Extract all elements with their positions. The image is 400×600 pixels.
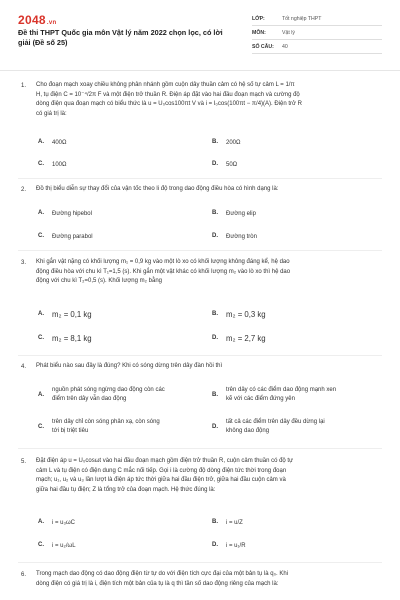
option-text: m₂ = 0,3 kg: [226, 310, 266, 319]
option-text: m₂ = 8,1 kg: [52, 334, 92, 343]
question-text: [36, 81, 381, 119]
question-text: [36, 570, 381, 589]
option-a[interactable]: [38, 386, 165, 403]
option-a[interactable]: [38, 519, 75, 528]
question-number: 4.: [21, 364, 27, 370]
option-d[interactable]: [212, 418, 325, 435]
option-a[interactable]: [38, 139, 67, 148]
meta-row-subject: [252, 26, 382, 40]
meta-value: Vật lý: [282, 29, 295, 36]
option-letter: C.: [38, 423, 44, 430]
option-text: 400Ω: [52, 140, 67, 146]
option-d[interactable]: [212, 542, 246, 551]
option-text: [226, 386, 336, 403]
meta-row-count: [252, 40, 382, 54]
option-d[interactable]: [212, 335, 266, 344]
option-c[interactable]: [38, 418, 160, 435]
question-line: mạch; u₁, u₂ và u₃ lần lượt là điện áp tức thời giữa hai đầu điện trở, giữa hai đầu cuộn cảm và: [36, 477, 286, 484]
option-letter: A.: [38, 391, 44, 398]
option-line: tất cả các điểm trên dây đều dừng lại: [226, 419, 325, 425]
exam-header: [0, 0, 400, 62]
option-c[interactable]: [38, 233, 93, 242]
question-line: động điều hòa với chu kì T₁=1,5 (s). Khi gắn một vật khác có khối lượng m₂ vào lò xo thì hệ dao: [36, 268, 291, 275]
exam-title: Đề thi THPT Quốc gia môn Vật lý năm 2022 chọn lọc, có lời giải (Đề số 25): [18, 28, 223, 47]
option-letter: D.: [212, 161, 218, 167]
option-line: kẽ với các điểm đứng yên: [226, 395, 295, 402]
meta-label: LỚP:: [252, 15, 265, 22]
option-b[interactable]: [212, 311, 266, 320]
option-c[interactable]: [38, 335, 92, 344]
option-text: [226, 418, 325, 435]
option-text: [52, 386, 165, 403]
question-line: Khi gắn vật nặng có khối lượng m₁ = 0,9 kg vào một lò xo có khối lượng không đáng kể, hệ dao: [36, 259, 290, 265]
option-text: Đường elip: [226, 211, 256, 217]
question-divider: [18, 562, 382, 563]
option-b[interactable]: [212, 386, 336, 403]
question-divider: [18, 448, 382, 449]
option-letter: C.: [38, 233, 44, 239]
option-b[interactable]: [212, 139, 241, 148]
option-text: [52, 418, 160, 435]
option-c[interactable]: [38, 542, 76, 551]
question-line: cảm L và tụ điện có điện dung C mắc nối tiếp. Gọi i là cường độ dòng điện tức thời trong đoạn: [36, 467, 287, 474]
option-text: 100Ω: [52, 162, 67, 168]
option-d[interactable]: [212, 233, 257, 242]
question-number: 1.: [21, 83, 27, 89]
question-number: 3.: [21, 260, 27, 266]
question-text: [36, 457, 381, 495]
option-letter: B.: [212, 519, 218, 525]
option-letter: C.: [38, 161, 44, 167]
option-letter: A.: [38, 139, 44, 145]
question-line: Cho đoạn mạch xoay chiều không phân nhánh gồm cuộn dây thuần cảm có hệ số tự cảm L = 1/π: [36, 82, 295, 88]
option-d[interactable]: [212, 161, 237, 170]
option-text: i = u/Z: [226, 520, 243, 526]
option-letter: B.: [212, 311, 218, 317]
meta-row-class: [252, 12, 382, 26]
option-text: m₂ = 0,1 kg: [52, 310, 92, 319]
option-letter: B.: [212, 210, 218, 216]
meta-value: 40: [282, 43, 288, 50]
option-line: trên dây có các điểm dao động mạnh xen: [226, 387, 337, 393]
question-number: 5.: [21, 459, 27, 465]
option-letter: A.: [38, 311, 44, 317]
option-text: Đường hipebol: [52, 211, 92, 217]
option-line: không dao động: [226, 427, 270, 434]
question-divider: [18, 178, 382, 179]
question-divider: [18, 250, 382, 251]
question-text: [36, 185, 381, 195]
question-line: dòng điện qua đoạn mạch có biểu thức là u = U₀cos100πt V và i = I₀cos(100πt − π/4)(A). Điện trở R: [36, 101, 302, 108]
option-text: 200Ω: [226, 140, 241, 146]
logo-suffix: .vn: [46, 20, 57, 26]
option-letter: D.: [212, 423, 218, 430]
question-line: dòng điện có giá trị là i, điện tích một bản của tụ là q thì tần số dao động riêng của mạch là:: [36, 580, 279, 587]
option-b[interactable]: [212, 210, 256, 219]
option-letter: A.: [38, 519, 44, 525]
question-line: có giá trị là:: [36, 110, 67, 117]
option-text: Đường tròn: [226, 234, 257, 240]
option-letter: A.: [38, 210, 44, 216]
question-line: Phát biểu nào sau đây là đúng? Khi có sóng dừng trên dây đàn hồi thì: [36, 363, 223, 369]
option-text: i = u₁/R: [226, 543, 246, 549]
option-letter: C.: [38, 542, 44, 548]
option-a[interactable]: [38, 210, 92, 219]
question-line: H, tụ điện C = 10⁻⁴/2π F và một điện trở thuần R. Điện áp đặt vào hai đầu đoạn mạch và cường độ: [36, 91, 300, 98]
meta-label: MÔN:: [252, 29, 266, 36]
question-number: 6.: [21, 572, 27, 578]
meta-value: Tốt nghiệp THPT: [282, 15, 322, 22]
option-text: m₂ = 2,7 kg: [226, 334, 266, 343]
option-line: tới bị triệt tiêu: [52, 427, 89, 434]
header-divider: [0, 70, 400, 71]
option-line: nguồn phát sóng ngừng dao động còn các: [52, 387, 165, 393]
question-line: Đặt điện áp u = U₀cosωt vào hai đầu đoạn mạch gồm điện trở thuần R, cuộn cảm thuần có độ tự: [36, 458, 294, 464]
option-letter: B.: [212, 139, 218, 145]
option-b[interactable]: [212, 519, 243, 528]
option-line: trên dây chỉ còn sóng phản xạ, còn sóng: [52, 419, 160, 425]
question-line: Đồ thị biểu diễn sự thay đổi của vận tốc theo li độ trong dao động điều hòa có hình dạng là:: [36, 186, 279, 192]
question-line: động với chu kì T₂=0,5 (s). Khối lượng m₂ bằng: [36, 278, 162, 285]
site-logo[interactable]: [18, 13, 56, 27]
option-letter: D.: [212, 542, 218, 548]
option-letter: B.: [212, 391, 218, 398]
option-a[interactable]: [38, 311, 92, 320]
option-text: i = u₂/ωL: [52, 543, 76, 549]
option-letter: D.: [212, 233, 218, 239]
question-line: giữa hai đầu tụ điện; Z là tổng trở của đoạn mạch. Hệ thức đúng là:: [36, 486, 216, 493]
meta-label: SỐ CÂU:: [252, 43, 274, 50]
option-line: điểm trên dây vẫn dao động: [52, 395, 127, 402]
option-c[interactable]: [38, 161, 67, 170]
option-text: 50Ω: [226, 162, 238, 168]
option-letter: D.: [212, 335, 218, 341]
question-text: [36, 258, 381, 287]
question-divider: [18, 355, 382, 356]
exam-meta-table: [252, 12, 382, 54]
question-text: [36, 362, 381, 372]
option-letter: C.: [38, 335, 44, 341]
logo-text: 2048: [18, 13, 46, 27]
option-text: i = u₃ωC: [52, 520, 75, 526]
question-number: 2.: [21, 187, 27, 193]
option-text: Đường parabol: [52, 234, 93, 240]
question-line: Trong mạch dao động có dao động điện từ tự do với điện tích cực đại của một bản tụ là q₀. Khi: [36, 571, 289, 577]
